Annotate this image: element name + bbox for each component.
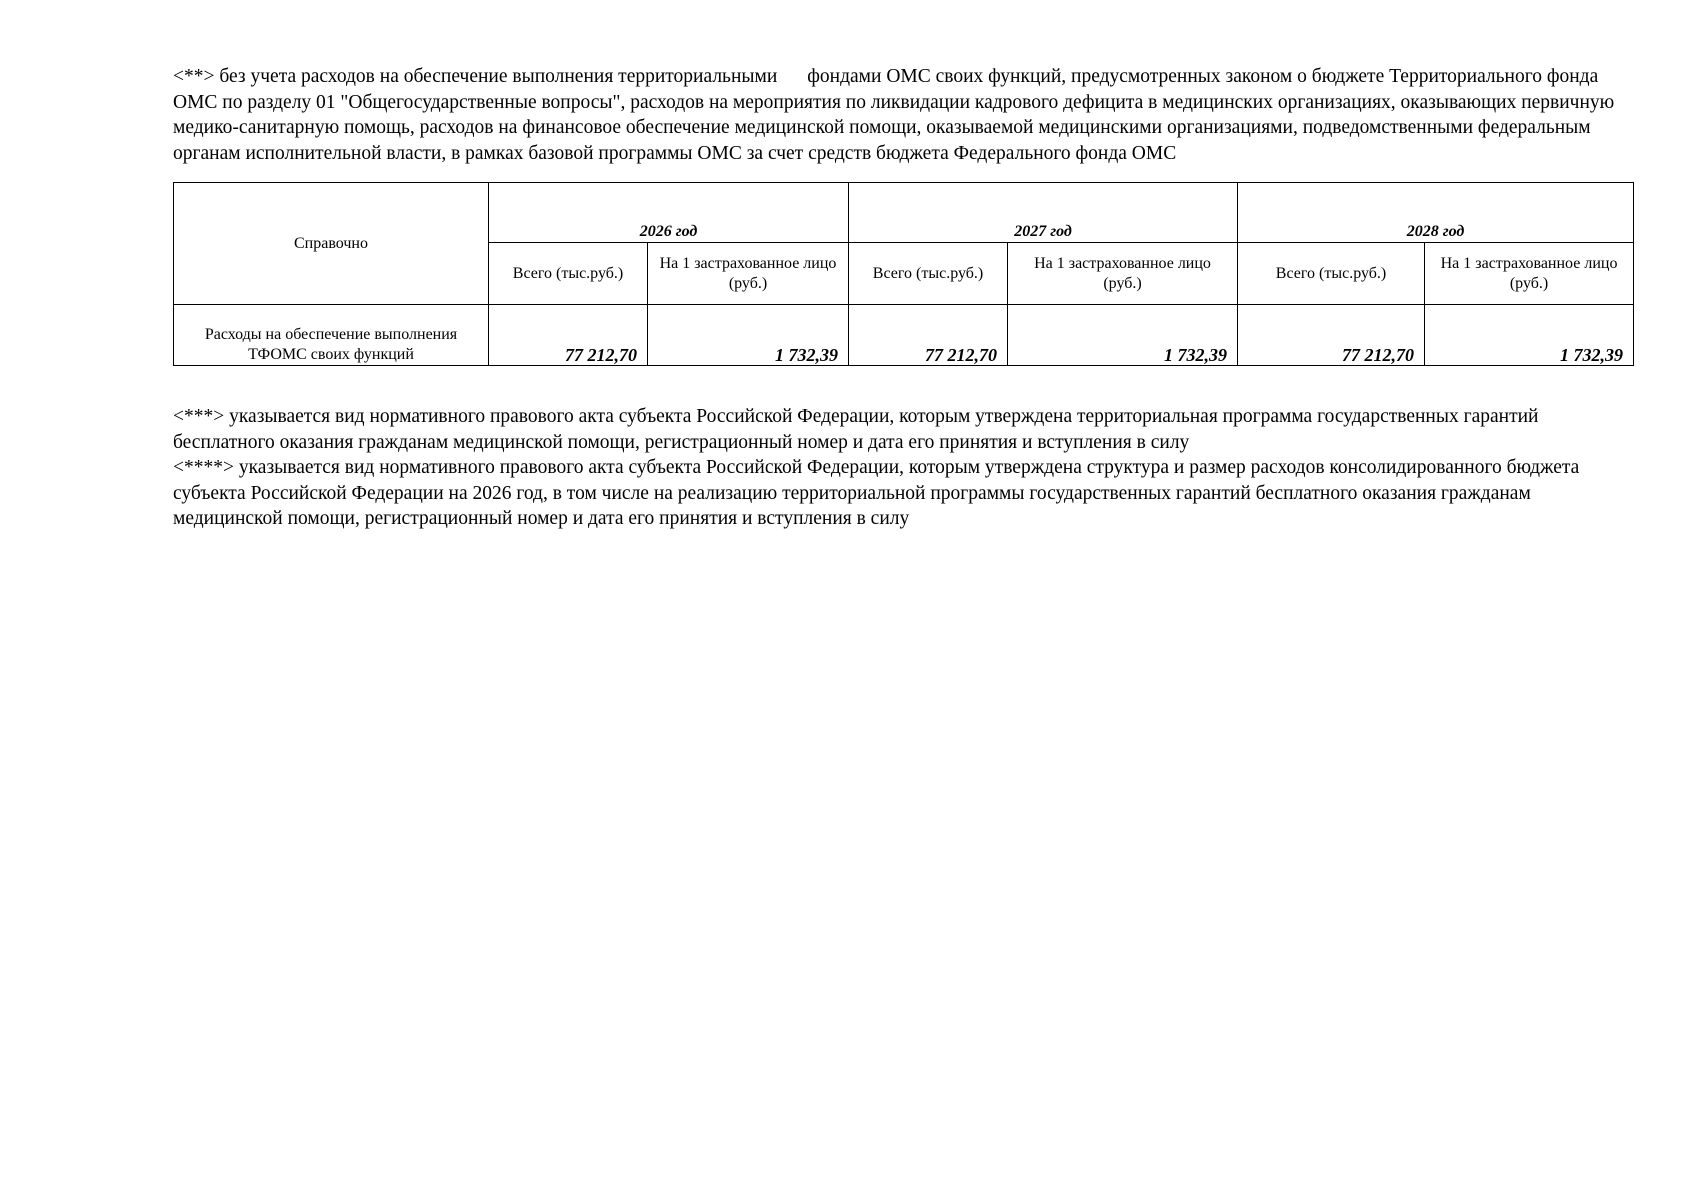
footnote-double-asterisk — [173, 64, 1633, 166]
value-per-person-2028: 1 732,39 — [1425, 305, 1634, 366]
subheader-total-2027: Всего (тыс.руб.) — [849, 243, 1008, 305]
subheader-per-person-2026: На 1 застрахованное лицо (руб.) — [648, 243, 849, 305]
document-page — [173, 64, 1633, 532]
subheader-per-person-2028: На 1 застрахованное лицо (руб.) — [1425, 243, 1634, 305]
reference-table — [173, 182, 1634, 366]
footnote-double-asterisk-part1: <**> без учета расходов на обеспечение выполнения территориальными — [173, 66, 778, 87]
corner-label: Справочно — [174, 183, 489, 305]
subheader-total-2028: Всего (тыс.руб.) — [1238, 243, 1425, 305]
table-header-row-years — [174, 183, 1634, 243]
bottom-footnotes — [173, 404, 1633, 532]
footnote-double-asterisk-part2: фондами ОМС своих функций, предусмотренных законом о бюджете Территориального фонда ОМС по разделу 01 "Общегосударственные вопросы", расходов на мероприятия по ликвидации кадрового дефицита в медицинских организациях, оказывающих первичную медико-санитарную помощь, расходов на финансовое обеспечение медицинской помощи, оказываемой медицинскими организациями, подведомственными федеральным органам исполнительной власти, в рамках базовой программы ОМС за счет средств бюджета Федерального фонда ОМС — [173, 66, 1615, 164]
year-2028-header: 2028 год — [1238, 183, 1634, 243]
footnote-triple-asterisk: <***> указывается вид нормативного правового акта субъекта Российской Федерации, которым утверждена территориальная программа государственных гарантий бесплатного оказания гражданам медицинской помощи, регистрационный номер и дата его принятия и вступления в силу — [173, 406, 1539, 453]
table-row — [174, 305, 1634, 366]
value-total-2026: 77 212,70 — [489, 305, 648, 366]
subheader-total-2026: Всего (тыс.руб.) — [489, 243, 648, 305]
subheader-per-person-2027: На 1 застрахованное лицо (руб.) — [1008, 243, 1238, 305]
footnote-quadruple-asterisk: <****> указывается вид нормативного правового акта субъекта Российской Федерации, которым утверждена структура и размер расходов консолидированного бюджета субъекта Российской Федерации на 2026 год, в том числе на реализацию территориальной программы государственных гарантий бесплатного оказания гражданам медицинской помощи, регистрационный номер и дата его принятия и вступления в силу — [173, 457, 1580, 529]
year-2026-header: 2026 год — [489, 183, 849, 243]
value-total-2027: 77 212,70 — [849, 305, 1008, 366]
year-2027-header: 2027 год — [849, 183, 1238, 243]
value-per-person-2026: 1 732,39 — [648, 305, 849, 366]
value-per-person-2027: 1 732,39 — [1008, 305, 1238, 366]
row-label: Расходы на обеспечение выполнения ТФОМС своих функций — [174, 305, 489, 366]
value-total-2028: 77 212,70 — [1238, 305, 1425, 366]
